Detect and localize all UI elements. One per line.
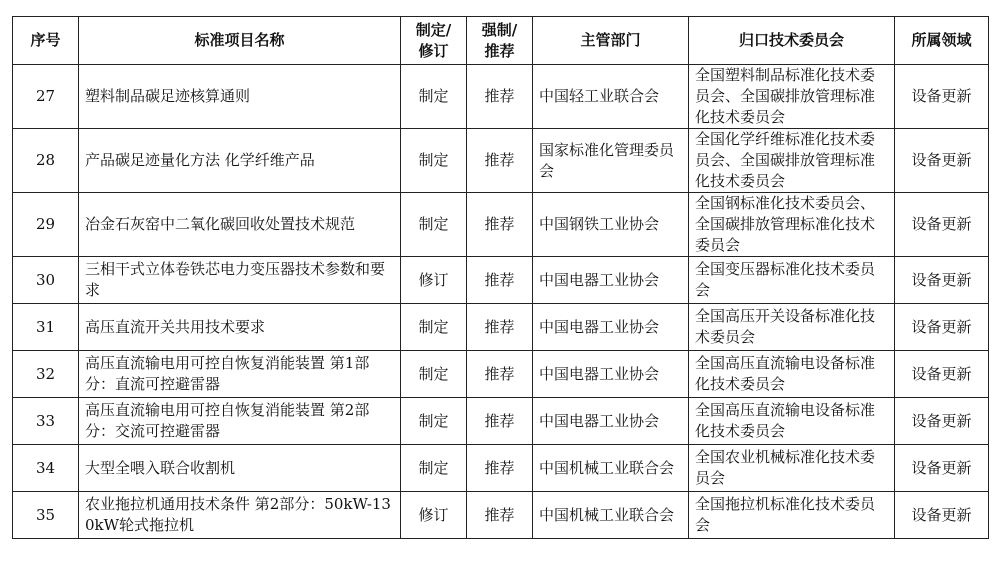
cell-committee: 全国塑料制品标准化技术委员会、全国碳排放管理标准化技术委员会: [689, 65, 895, 129]
cell-row-number: 35: [13, 492, 79, 539]
cell-field: 设备更新: [895, 257, 989, 304]
table-row: [13, 193, 989, 257]
cell-field: 设备更新: [895, 445, 989, 492]
cell-committee: 全国高压开关设备标准化技术委员会: [689, 304, 895, 351]
cell-department: 中国电器工业协会: [533, 351, 689, 398]
cell-committee: 全国农业机械标准化技术委员会: [689, 445, 895, 492]
cell-mandatory-type: 推荐: [467, 129, 533, 193]
cell-standard-name: 农业拖拉机通用技术条件 第2部分：50kW-130kW轮式拖拉机: [79, 492, 401, 539]
header-type: 制定/修订: [401, 17, 467, 65]
cell-department: 中国电器工业协会: [533, 257, 689, 304]
cell-field: 设备更新: [895, 193, 989, 257]
cell-field: 设备更新: [895, 398, 989, 445]
cell-department: 中国电器工业协会: [533, 398, 689, 445]
cell-committee: 全国高压直流输电设备标准化技术委员会: [689, 351, 895, 398]
cell-revision-type: 制定: [401, 129, 467, 193]
header-force: 强制/推荐: [467, 17, 533, 65]
cell-revision-type: 制定: [401, 304, 467, 351]
cell-mandatory-type: 推荐: [467, 398, 533, 445]
cell-department: 中国机械工业联合会: [533, 492, 689, 539]
cell-standard-name: 大型全喂入联合收割机: [79, 445, 401, 492]
table-row: [13, 398, 989, 445]
cell-revision-type: 制定: [401, 398, 467, 445]
cell-committee: 全国拖拉机标准化技术委员会: [689, 492, 895, 539]
table-row: [13, 492, 989, 539]
header-dept: 主管部门: [533, 17, 689, 65]
cell-standard-name: 三相干式立体卷铁芯电力变压器技术参数和要求: [79, 257, 401, 304]
table-row: [13, 351, 989, 398]
cell-revision-type: 制定: [401, 445, 467, 492]
cell-row-number: 34: [13, 445, 79, 492]
cell-mandatory-type: 推荐: [467, 257, 533, 304]
cell-committee: 全国变压器标准化技术委员会: [689, 257, 895, 304]
cell-standard-name: 高压直流开关共用技术要求: [79, 304, 401, 351]
table-row: [13, 304, 989, 351]
cell-row-number: 28: [13, 129, 79, 193]
cell-row-number: 31: [13, 304, 79, 351]
cell-mandatory-type: 推荐: [467, 304, 533, 351]
cell-committee: 全国高压直流输电设备标准化技术委员会: [689, 398, 895, 445]
cell-department: 国家标准化管理委员会: [533, 129, 689, 193]
cell-revision-type: 修订: [401, 492, 467, 539]
cell-mandatory-type: 推荐: [467, 492, 533, 539]
cell-revision-type: 制定: [401, 193, 467, 257]
cell-row-number: 30: [13, 257, 79, 304]
cell-row-number: 33: [13, 398, 79, 445]
cell-mandatory-type: 推荐: [467, 351, 533, 398]
header-name: 标准项目名称: [79, 17, 401, 65]
cell-field: 设备更新: [895, 129, 989, 193]
cell-department: 中国机械工业联合会: [533, 445, 689, 492]
cell-department: 中国钢铁工业协会: [533, 193, 689, 257]
cell-revision-type: 制定: [401, 351, 467, 398]
cell-field: 设备更新: [895, 304, 989, 351]
cell-department: 中国电器工业协会: [533, 304, 689, 351]
cell-row-number: 29: [13, 193, 79, 257]
table-row: [13, 129, 989, 193]
cell-standard-name: 高压直流输电用可控自恢复消能装置 第1部分：直流可控避雷器: [79, 351, 401, 398]
cell-revision-type: 修订: [401, 257, 467, 304]
cell-revision-type: 制定: [401, 65, 467, 129]
cell-row-number: 32: [13, 351, 79, 398]
cell-mandatory-type: 推荐: [467, 65, 533, 129]
table-row: [13, 445, 989, 492]
cell-field: 设备更新: [895, 65, 989, 129]
cell-standard-name: 塑料制品碳足迹核算通则: [79, 65, 401, 129]
cell-standard-name: 产品碳足迹量化方法 化学纤维产品: [79, 129, 401, 193]
header-committee: 归口技术委员会: [689, 17, 895, 65]
header-row: [13, 17, 989, 65]
cell-committee: 全国化学纤维标准化技术委员会、全国碳排放管理标准化技术委员会: [689, 129, 895, 193]
standards-table: [12, 16, 989, 539]
cell-department: 中国轻工业联合会: [533, 65, 689, 129]
table-row: [13, 65, 989, 129]
cell-standard-name: 高压直流输电用可控自恢复消能装置 第2部分：交流可控避雷器: [79, 398, 401, 445]
cell-mandatory-type: 推荐: [467, 193, 533, 257]
cell-mandatory-type: 推荐: [467, 445, 533, 492]
cell-standard-name: 冶金石灰窑中二氧化碳回收处置技术规范: [79, 193, 401, 257]
cell-committee: 全国钢标准化技术委员会、全国碳排放管理标准化技术委员会: [689, 193, 895, 257]
cell-field: 设备更新: [895, 351, 989, 398]
table-row: [13, 257, 989, 304]
cell-row-number: 27: [13, 65, 79, 129]
header-field: 所属领域: [895, 17, 989, 65]
cell-field: 设备更新: [895, 492, 989, 539]
header-no: 序号: [13, 17, 79, 65]
